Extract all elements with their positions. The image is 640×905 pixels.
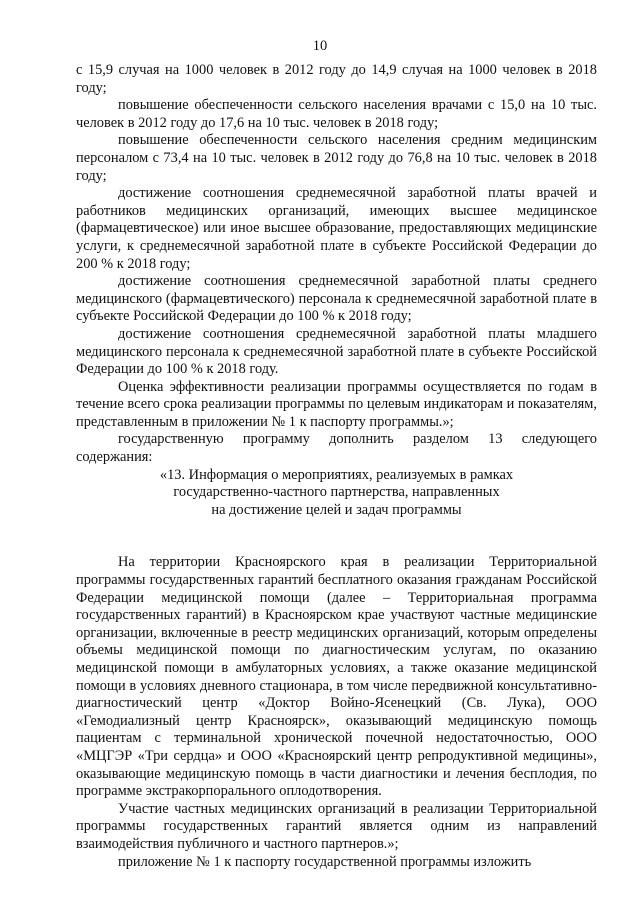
paragraph: приложение № 1 к паспорту государственной программы изложить — [118, 853, 532, 870]
paragraph: с 15,9 случая на 1000 человек в 2012 году до 14,9 случая на 1000 человек в 2018 году; — [76, 62, 597, 96]
paragraph: государственную программу дополнить разделом 13 следующего содержания: — [76, 431, 597, 466]
section-heading-line: «13. Информация о мероприятиях, реализуемых в рамках — [159, 466, 514, 483]
paragraph: Участие частных медицинских организаций в реализации Территориальной программы государственных гарантий является одним из направлений взаимодействия публичного и частного партнеров.»; — [76, 800, 597, 852]
paragraph: достижение соотношения среднемесячной заработной платы среднего медицинского (фармацевтического) персонала к среднемесячной заработной плате в субъекте Российской Федерации до 100 % к 2018 году; — [76, 273, 597, 325]
page-number: 10 — [312, 38, 328, 54]
paragraph: повышение обеспеченности сельского населения врачами с 15,0 на 10 тыс. человек в 2012 году до 17,6 на 10 тыс. человек в 2018 году; — [76, 97, 597, 131]
text-block-before-heading — [76, 62, 597, 467]
document-body — [76, 62, 597, 871]
text-block-after-heading — [76, 554, 597, 871]
heading-spacer — [76, 519, 597, 554]
paragraph: Оценка эффективности реализации программы осуществляется по годам в течение всего срока реализации программы по целевым индикаторам и показателям, представленным в приложении № 1 к паспорту программы.»; — [76, 378, 597, 430]
paragraph: достижение соотношения среднемесячной заработной платы врачей и работников медицинских организаций, имеющих высшее медицинское (фармацевтическое) или иное высшее образование, предоставляющих медицинские услуги, к среднемесячной заработной плате в субъекте Российской Федерации до 200 % к 2018 году; — [76, 185, 597, 272]
section-heading-line: на достижение целей и задач программы — [211, 501, 462, 518]
paragraph: повышение обеспеченности сельского населения средним медицинским персоналом с 73,4 на 10 тыс. человек в 2012 году до 76,8 на 10 тыс. человек в 2018 году; — [76, 132, 597, 184]
section-heading — [76, 467, 597, 520]
section-heading-line: государственно-частного партнерства, направленных — [173, 484, 500, 501]
paragraph: достижение соотношения среднемесячной заработной платы младшего медицинского персонала к среднемесячной заработной плате в субъекте Российской Федерации до 100 % к 2018 году. — [76, 325, 597, 378]
paragraph: На территории Красноярского края в реализации Территориальной программы государственных гарантий бесплатного оказания гражданам Российской Федерации медицинской помощи (далее – Территориальная программа государственных гарантий) в Красноярском крае участвуют частные медицинские организации, включенные в реестр медицинских организаций, которым определены объемы медицинской помощи по диагностическим услугам, по оказанию медицинской помощи в амбулаторных условиях, а также оказание медицинской помощи в условиях дневного стационара, в том числе передвижной консультативно-диагностический центр «Доктор Войно-Ясенецкий (Св. Лука), ООО «Гемодиализный центр Красноярск», оказывающий медицинскую помощь пациентам с терминальной хронической почечной недостаточностью, ООО «МЦГЭР «Три сердца» и ООО «Красноярский центр репродуктивной медицины», оказывающие медицинскую помощь в части диагностики и лечения бесплодия, по программе экстракорпорального оплодотворения. — [76, 554, 597, 800]
